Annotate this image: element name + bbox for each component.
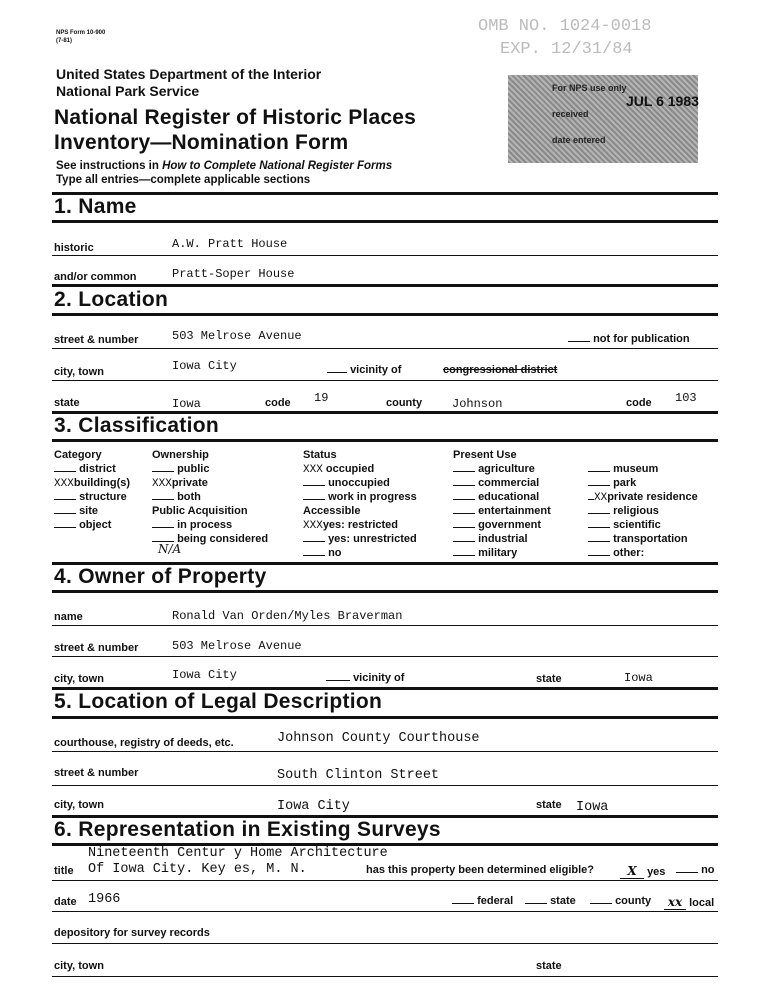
common-name: Pratt-Soper House xyxy=(172,267,295,281)
section-rule xyxy=(52,313,718,316)
owner-name-label: name xyxy=(54,611,83,623)
eligible-question: has this property been determined eligible? xyxy=(366,864,594,876)
survey-state: state xyxy=(525,895,576,907)
common-name-label: and/or common xyxy=(54,271,137,283)
public-acquisition-head: Public Acquisition xyxy=(152,505,248,517)
courthouse-label: courthouse, registry of deeds, etc. xyxy=(54,737,234,749)
eligible-yes: X yes xyxy=(620,864,665,879)
section-6-heading: 6. Representation in Existing Surveys xyxy=(54,818,441,841)
field-line xyxy=(52,943,718,944)
survey-local: xx local xyxy=(664,895,714,910)
section-rule xyxy=(52,716,718,719)
section-rule xyxy=(52,220,718,223)
owner-state-label: state xyxy=(536,673,562,685)
owner-street: 503 Melrose Avenue xyxy=(172,639,302,653)
owner-vicinity: vicinity of xyxy=(326,672,404,684)
stamp-received: received xyxy=(552,109,589,119)
stamp-received-date: JUL 6 1983 xyxy=(626,93,699,109)
agency-service: National Park Service xyxy=(56,83,200,99)
use-scientific: scientific xyxy=(588,519,661,531)
county-label: county xyxy=(386,397,423,409)
county-code-label: code xyxy=(626,397,652,409)
accessible-restricted: XXXyes: restricted xyxy=(303,519,399,532)
courthouse-value: Johnson County Courthouse xyxy=(277,731,480,746)
city-label: city, town xyxy=(54,366,104,378)
legal-city-label: city, town xyxy=(54,799,104,811)
use-transportation: transportation xyxy=(588,533,688,545)
historic-label: historic xyxy=(54,242,94,254)
acquisition-in-process: in process xyxy=(152,519,232,531)
legal-street-label: street & number xyxy=(54,767,139,779)
category-structure: structure xyxy=(54,491,127,503)
field-line xyxy=(52,976,718,977)
survey-title-line1: Nineteenth Centur y Home Architecture xyxy=(88,846,388,861)
use-other: other: xyxy=(588,547,644,559)
field-line xyxy=(52,625,718,626)
form-number: NPS Form 10-900 xyxy=(56,30,106,36)
section-1-heading: 1. Name xyxy=(54,195,137,218)
ownership-private: XXXprivate xyxy=(152,477,208,490)
form-title: National Register of Historic Places xyxy=(54,106,416,129)
legal-city-value: Iowa City xyxy=(277,799,350,814)
ownership-head: Ownership xyxy=(152,449,209,461)
state-value: Iowa xyxy=(172,397,201,411)
ownership-public: public xyxy=(152,463,209,475)
field-line xyxy=(52,751,718,752)
owner-city: Iowa City xyxy=(172,668,237,682)
field-line xyxy=(52,255,718,256)
survey-title-label: title xyxy=(54,865,74,877)
use-commercial: commercial xyxy=(453,477,539,489)
section-rule xyxy=(52,284,718,287)
not-for-publication: not for publication xyxy=(568,333,690,345)
field-line xyxy=(52,656,718,657)
owner-city-label: city, town xyxy=(54,673,104,685)
owner-street-label: street & number xyxy=(54,642,139,654)
survey-date-label: date xyxy=(54,896,77,908)
legal-state-value: Iowa xyxy=(576,800,609,815)
use-industrial: industrial xyxy=(453,533,528,545)
status-head: Status xyxy=(303,449,337,461)
county-value: Johnson xyxy=(452,397,503,411)
instructions-line2: Type all entries—complete applicable sections xyxy=(56,174,311,186)
section-3-heading: 3. Classification xyxy=(54,414,219,437)
present-use-head: Present Use xyxy=(453,449,517,461)
use-educational: educational xyxy=(453,491,539,503)
survey-state-label: state xyxy=(536,960,562,972)
field-line xyxy=(52,380,718,381)
street-value: 503 Melrose Avenue xyxy=(172,329,302,343)
status-work-in-progress: work in progress xyxy=(303,491,417,503)
use-religious: religious xyxy=(588,505,659,517)
field-line xyxy=(52,911,718,912)
nps-use-stamp xyxy=(508,75,698,163)
acquisition-being-considered: being considered xyxy=(152,533,268,545)
field-line xyxy=(52,785,718,786)
category-object: object xyxy=(54,519,111,531)
status-unoccupied: unoccupied xyxy=(303,477,390,489)
field-line xyxy=(52,348,718,349)
congressional-district: congressional district xyxy=(443,364,558,376)
use-museum: museum xyxy=(588,463,658,475)
section-4-heading: 4. Owner of Property xyxy=(54,565,267,588)
section-rule xyxy=(52,192,718,195)
category-head: Category xyxy=(54,449,102,461)
instructions-line1: See instructions in How to Complete National Register Forms xyxy=(56,160,393,172)
form-subtitle: Inventory—Nomination Form xyxy=(54,131,349,154)
city-value: Iowa City xyxy=(172,359,237,373)
state-label: state xyxy=(54,397,80,409)
survey-county: county xyxy=(590,895,651,907)
section-rule xyxy=(52,590,718,593)
historic-name: A.W. Pratt House xyxy=(172,237,288,251)
field-line xyxy=(52,880,718,881)
accessible-unrestricted: yes: unrestricted xyxy=(303,533,417,545)
section-rule xyxy=(52,439,718,442)
legal-state-label: state xyxy=(536,799,562,811)
eligible-no: no xyxy=(676,864,715,876)
survey-date: 1966 xyxy=(88,892,121,907)
vicinity: vicinity of xyxy=(327,364,401,376)
depository-label: depository for survey records xyxy=(54,927,210,939)
owner-state: Iowa xyxy=(624,671,653,685)
use-military: military xyxy=(453,547,517,559)
survey-city-label: city, town xyxy=(54,960,104,972)
stamp-use-only: For NPS use only xyxy=(552,83,627,93)
agency-department: United States Department of the Interior xyxy=(56,66,322,82)
use-park: park xyxy=(588,477,636,489)
use-agriculture: agriculture xyxy=(453,463,535,475)
owner-name: Ronald Van Orden/Myles Braverman xyxy=(172,609,403,623)
section-5-heading: 5. Location of Legal Description xyxy=(54,690,383,713)
legal-street-value: South Clinton Street xyxy=(277,768,440,783)
accessible-head: Accessible xyxy=(303,505,361,517)
omb-expiration: EXP. 12/31/84 xyxy=(500,40,633,59)
accessible-no: no xyxy=(303,547,342,559)
category-district: district xyxy=(54,463,116,475)
use-government: government xyxy=(453,519,541,531)
form-revision: (7-81) xyxy=(56,38,73,44)
ownership-both: both xyxy=(152,491,201,503)
use-entertainment: entertainment xyxy=(453,505,551,517)
code-label: code xyxy=(265,397,291,409)
use-private-residence: XXprivate residence xyxy=(588,491,698,504)
category-buildings: XXXbuilding(s) xyxy=(54,477,131,490)
street-label: street & number xyxy=(54,334,139,346)
category-site: site xyxy=(54,505,98,517)
section-2-heading: 2. Location xyxy=(54,288,169,311)
survey-federal: federal xyxy=(452,895,513,907)
county-code: 103 xyxy=(675,391,697,405)
state-code: 19 xyxy=(314,391,329,405)
acquisition-note: N/A xyxy=(158,542,182,556)
status-occupied: XXX occupied xyxy=(303,463,375,476)
survey-title-line2: Of Iowa City. Key es, M. N. xyxy=(88,862,307,877)
stamp-date-entered: date entered xyxy=(552,135,606,145)
omb-number: OMB NO. 1024-0018 xyxy=(478,17,652,36)
